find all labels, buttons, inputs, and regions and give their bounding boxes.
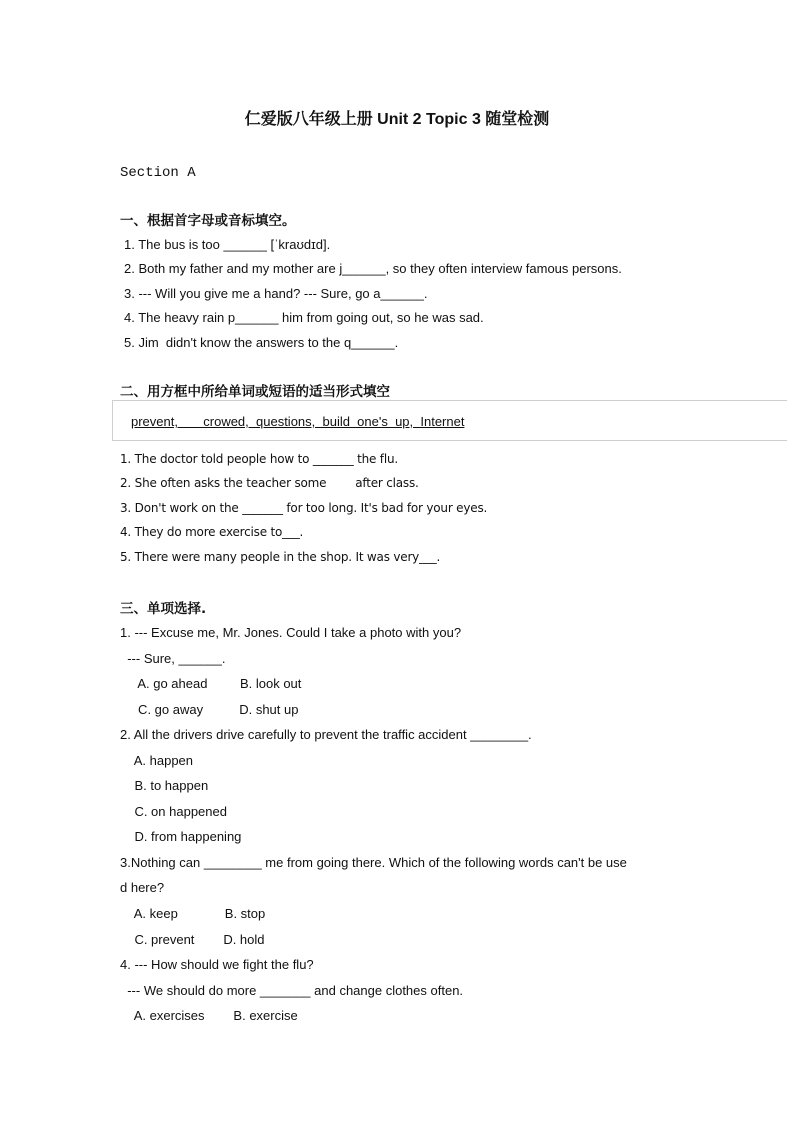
part3-line: A. go ahead B. look out bbox=[120, 676, 302, 691]
part3-line: C. go away D. shut up bbox=[120, 702, 299, 717]
part2-item: 5. There were many people in the shop. It was very___. bbox=[120, 550, 441, 564]
part3-line: D. from happening bbox=[120, 829, 242, 844]
part1-item: 5. Jim didn't know the answers to the q______. bbox=[124, 335, 399, 350]
part1-item: 2. Both my father and my mother are j______, so they often interview famous persons. bbox=[124, 261, 622, 276]
part3-line: A. exercises B. exercise bbox=[120, 1008, 298, 1023]
part3-line: C. on happened bbox=[120, 804, 227, 819]
part1-heading: 一、根据首字母或音标填空。 bbox=[120, 213, 296, 229]
part1-item: 3. --- Will you give me a hand? --- Sure, go a______. bbox=[124, 286, 428, 301]
part2-item: 3. Don't work on the _______ for too long. It's bad for your eyes. bbox=[120, 501, 488, 515]
part3-line: --- Sure, ______. bbox=[120, 651, 226, 666]
part2-item: 2. She often asks the teacher some after class. bbox=[120, 476, 419, 490]
part3-line: 3.Nothing can ________ me from going there. Which of the following words can't be use bbox=[120, 855, 627, 870]
part3-line: A. keep B. stop bbox=[120, 906, 266, 921]
part1-item: 1. The bus is too ______ [ˈkraʊdɪd]. bbox=[124, 237, 331, 252]
part3-line: 2. All the drivers drive carefully to prevent the traffic accident ________. bbox=[120, 727, 532, 742]
part2-item: 1. The doctor told people how to _______ the flu. bbox=[120, 452, 398, 466]
part3-line: 1. --- Excuse me, Mr. Jones. Could I take a photo with you? bbox=[120, 625, 462, 640]
word-list: prevent, crowed, questions, build one's up, Internet bbox=[131, 414, 465, 429]
part3-line: --- We should do more _______ and change clothes often. bbox=[120, 983, 464, 998]
word-box bbox=[112, 400, 787, 441]
part3-line: d here? bbox=[120, 880, 165, 895]
part2-item: 4. They do more exercise to___. bbox=[120, 525, 304, 539]
part3-heading: 三、单项选择. bbox=[120, 601, 207, 617]
part3-line: A. happen bbox=[120, 753, 194, 768]
part3-line: C. prevent D. hold bbox=[120, 932, 265, 947]
part3-line: 4. --- How should we fight the flu? bbox=[120, 957, 314, 972]
section-label: Section A bbox=[120, 165, 196, 181]
part2-heading: 二、用方框中所给单词或短语的适当形式填空 bbox=[120, 384, 390, 400]
part1-item: 4. The heavy rain p______ him from going out, so he was sad. bbox=[124, 310, 484, 325]
part3-line: B. to happen bbox=[120, 778, 209, 793]
page-title: 仁爱版八年级上册 Unit 2 Topic 3 随堂检测 bbox=[244, 111, 550, 128]
